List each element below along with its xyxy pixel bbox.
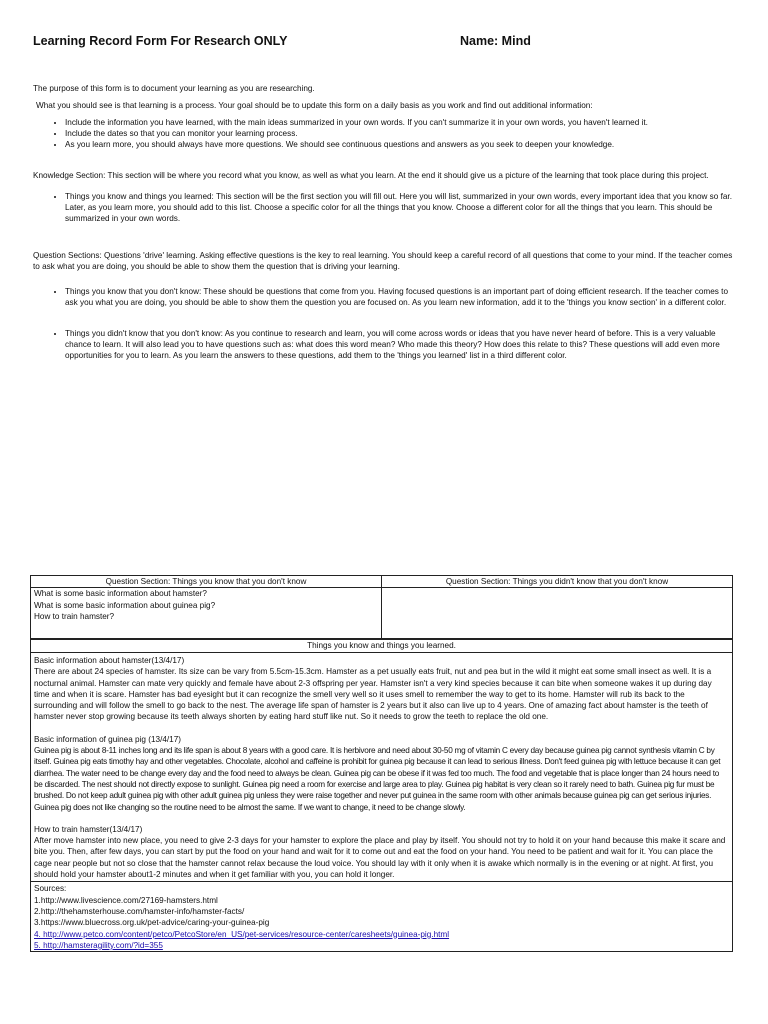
question-section-text: Question Sections: Questions 'drive' learning. Asking effective questions is the key to real learning. You should keep a careful record of all questions that come to your mind. If the teacher comes to ask what you are doing, you should be able to show them the question that is driving your learning. — [33, 251, 733, 271]
bullet-item: • As you learn more, you should always have more questions. We should see continuous questions and answers as you seek to deepen your knowledge. — [65, 139, 738, 150]
source-link[interactable]: 4. http://www.petco.com/content/petco/PetcoStore/en_US/pet-services/resource-center/caresheets/guinea-pig.html — [34, 929, 450, 939]
sources-cell — [31, 882, 733, 952]
bullet-item: • Include the information you have learned, with the main ideas summarized in your own words. If you can't summarize it in your own words, you haven't learned it. — [65, 117, 738, 128]
section-text: Guinea pig is about 8-11 inches long and its life span is about 8 years with a good care. It is herbivore and need about 30-50 mg of vitamin C every day because guinea pig cannot synthesis vitamin C by itself. Guinea pig eats timothy hay and other vegetables. Chocolate, alcohol and caffeine is prohibit for guinea pig because it can lead to serious illness. Don't feed guinea pig with lettuce because it can get diarrhea. The water need to be change every day and the food need to always be clean. Guinea pig can be obese if it was fed too much. The food and vegetable that is place longer than 24 hours need to be discarded. The nest should not directly expose to sunlight. Guinea pig need a room for exercise and large area to play. Guinea pig habitat is very clean so it rarely need to bath. Guinea pig fur must be brushed. Do not keep adult guinea pig with other adult guinea pig unless they were raise together and never put guinea in the same room with other animals because guinea pig can get serious injuries. Guinea pig does not like changing so the routine need to be almost the same. If we want to change, it need to be change slowly. — [34, 746, 721, 812]
instruction-bullets — [33, 117, 738, 150]
header — [33, 34, 735, 54]
source-link[interactable]: 1.http://www.livescience.com/27169-hamsters.html — [34, 895, 218, 905]
process-text: What you should see is that learning is a process. Your goal should be to update this form on a daily basis as you work and find out additional information: — [36, 101, 593, 110]
student-name: Name: Mind — [460, 34, 531, 48]
question-item: What is some basic information about guinea pig? — [34, 600, 216, 610]
bullet-item: • Things you didn't know that you don't know: As you continue to research and learn, you will come across words or ideas that you have never heard of before. This is a very valuable chance to learn. It will also lead you to have questions such as: what does this word mean? Who made this theory? How does this relate to this? These questions will add even more opportunities for you to learn. As you learn the answers to these questions, add them to the 'things you learned' list in a third different color. — [65, 328, 738, 361]
question-bullets-2 — [33, 328, 738, 361]
learned-table — [30, 639, 733, 952]
source-link[interactable]: 5. http://hamsteragility.com/?id=355 — [34, 940, 163, 950]
col1-header: Question Section: Things you know that you don't know — [31, 576, 382, 588]
bullet-item: • Things you know that you don't know: These should be questions that come from you. Having focused questions is an important part of doing efficient research. If the teacher comes to ask you what you are doing, you should be able to show them the question you are focused on. As you learn new information, add it to the 'things you know section' in a different color. — [65, 286, 738, 308]
section-text: After move hamster into new place, you need to give 2-3 days for your hamster to explore the place and play by itself. You should not try to hold it on your hand because this make it scare and bite you. Then, after few days, you can start by put the food on your hand and wait for it to come out and eat the food on your hand. You need to be patient and wait for it. You can place the cage near people but not so close that the hamster cannot relax because the loud voice. You should lay with it only when it is awake which normally is in the evening or at night. At first, you should hold your hamster about1-2 minutes and when it get familiar with you, you can hold it longer. — [34, 836, 726, 880]
question-table — [30, 575, 733, 639]
question-item: How to train hamster? — [34, 612, 115, 621]
form-title: Learning Record Form For Research ONLY — [33, 34, 288, 48]
sources-label: Sources: — [34, 884, 67, 894]
knowledge-section-text: Knowledge Section: This section will be where you record what you know, as well as what you learn. At the end it should give us a picture of the learning that took place during this project. — [33, 171, 709, 180]
learned-header: Things you know and things you learned. — [31, 640, 733, 653]
section-heading: How to train hamster(13/4/17) — [34, 824, 143, 834]
col2-header: Question Section: Things you didn't know that you don't know — [382, 576, 733, 588]
question-item: What is some basic information about hamster? — [34, 589, 207, 598]
knowledge-bullets — [33, 191, 738, 224]
purpose-text: The purpose of this form is to document your learning as you are researching. — [33, 84, 315, 93]
bullet-item: • Include the dates so that you can monitor your learning process. — [65, 128, 738, 139]
known-unknown-cell — [31, 588, 382, 639]
section-heading: Basic information of guinea pig (13/4/17) — [34, 734, 182, 744]
instructions — [33, 83, 738, 361]
section-text: There are about 24 species of hamster. Its size can be vary from 5.5cm-15.3cm. Hamster as a pet usually eats fruit, nut and pea but in the wild it might eat some small insect as well. It is a nocturnal animal. Hamster can mate very quickly and female have about 2-3 offspring per year. Hamster isn't a very kind species because it can bite when someone wakes it up during day time and when it is scare. Hamster has bad eyesight but it can recognize the smell very well so it uses smell to remember the way to get to its home. Hamster will rub its back to the surrounding and will follow the smell to go back to the nest. The average life span of hamster is 2 years but it also can live up to 4 years. One of amazing fact about hamster is the teeth of hamster never stop growing because its teeth always shorten by eating hard stuff like nut. So it needs to grow the teeth to replace the old one. — [34, 667, 712, 722]
learned-content — [31, 653, 733, 882]
section-heading: Basic information about hamster(13/4/17) — [34, 656, 185, 665]
unknown-unknown-cell — [382, 588, 733, 639]
source-link[interactable]: 2.http://thehamsterhouse.com/hamster-info/hamster-facts/ — [34, 906, 245, 916]
question-bullets — [33, 286, 738, 308]
source-link[interactable]: 3.https://www.bluecross.org.uk/pet-advice/caring-your-guinea-pig — [34, 918, 270, 928]
bullet-item: • Things you know and things you learned: This section will be the first section you will fill out. Here you will list, summarized in your own words, every important idea that you know so far. Later, as you learn more, you should add to this list. Choose a specific color for all the things that you know. Choose a different color for all the things that you learn. This should be summarized in your own words. — [65, 191, 738, 224]
